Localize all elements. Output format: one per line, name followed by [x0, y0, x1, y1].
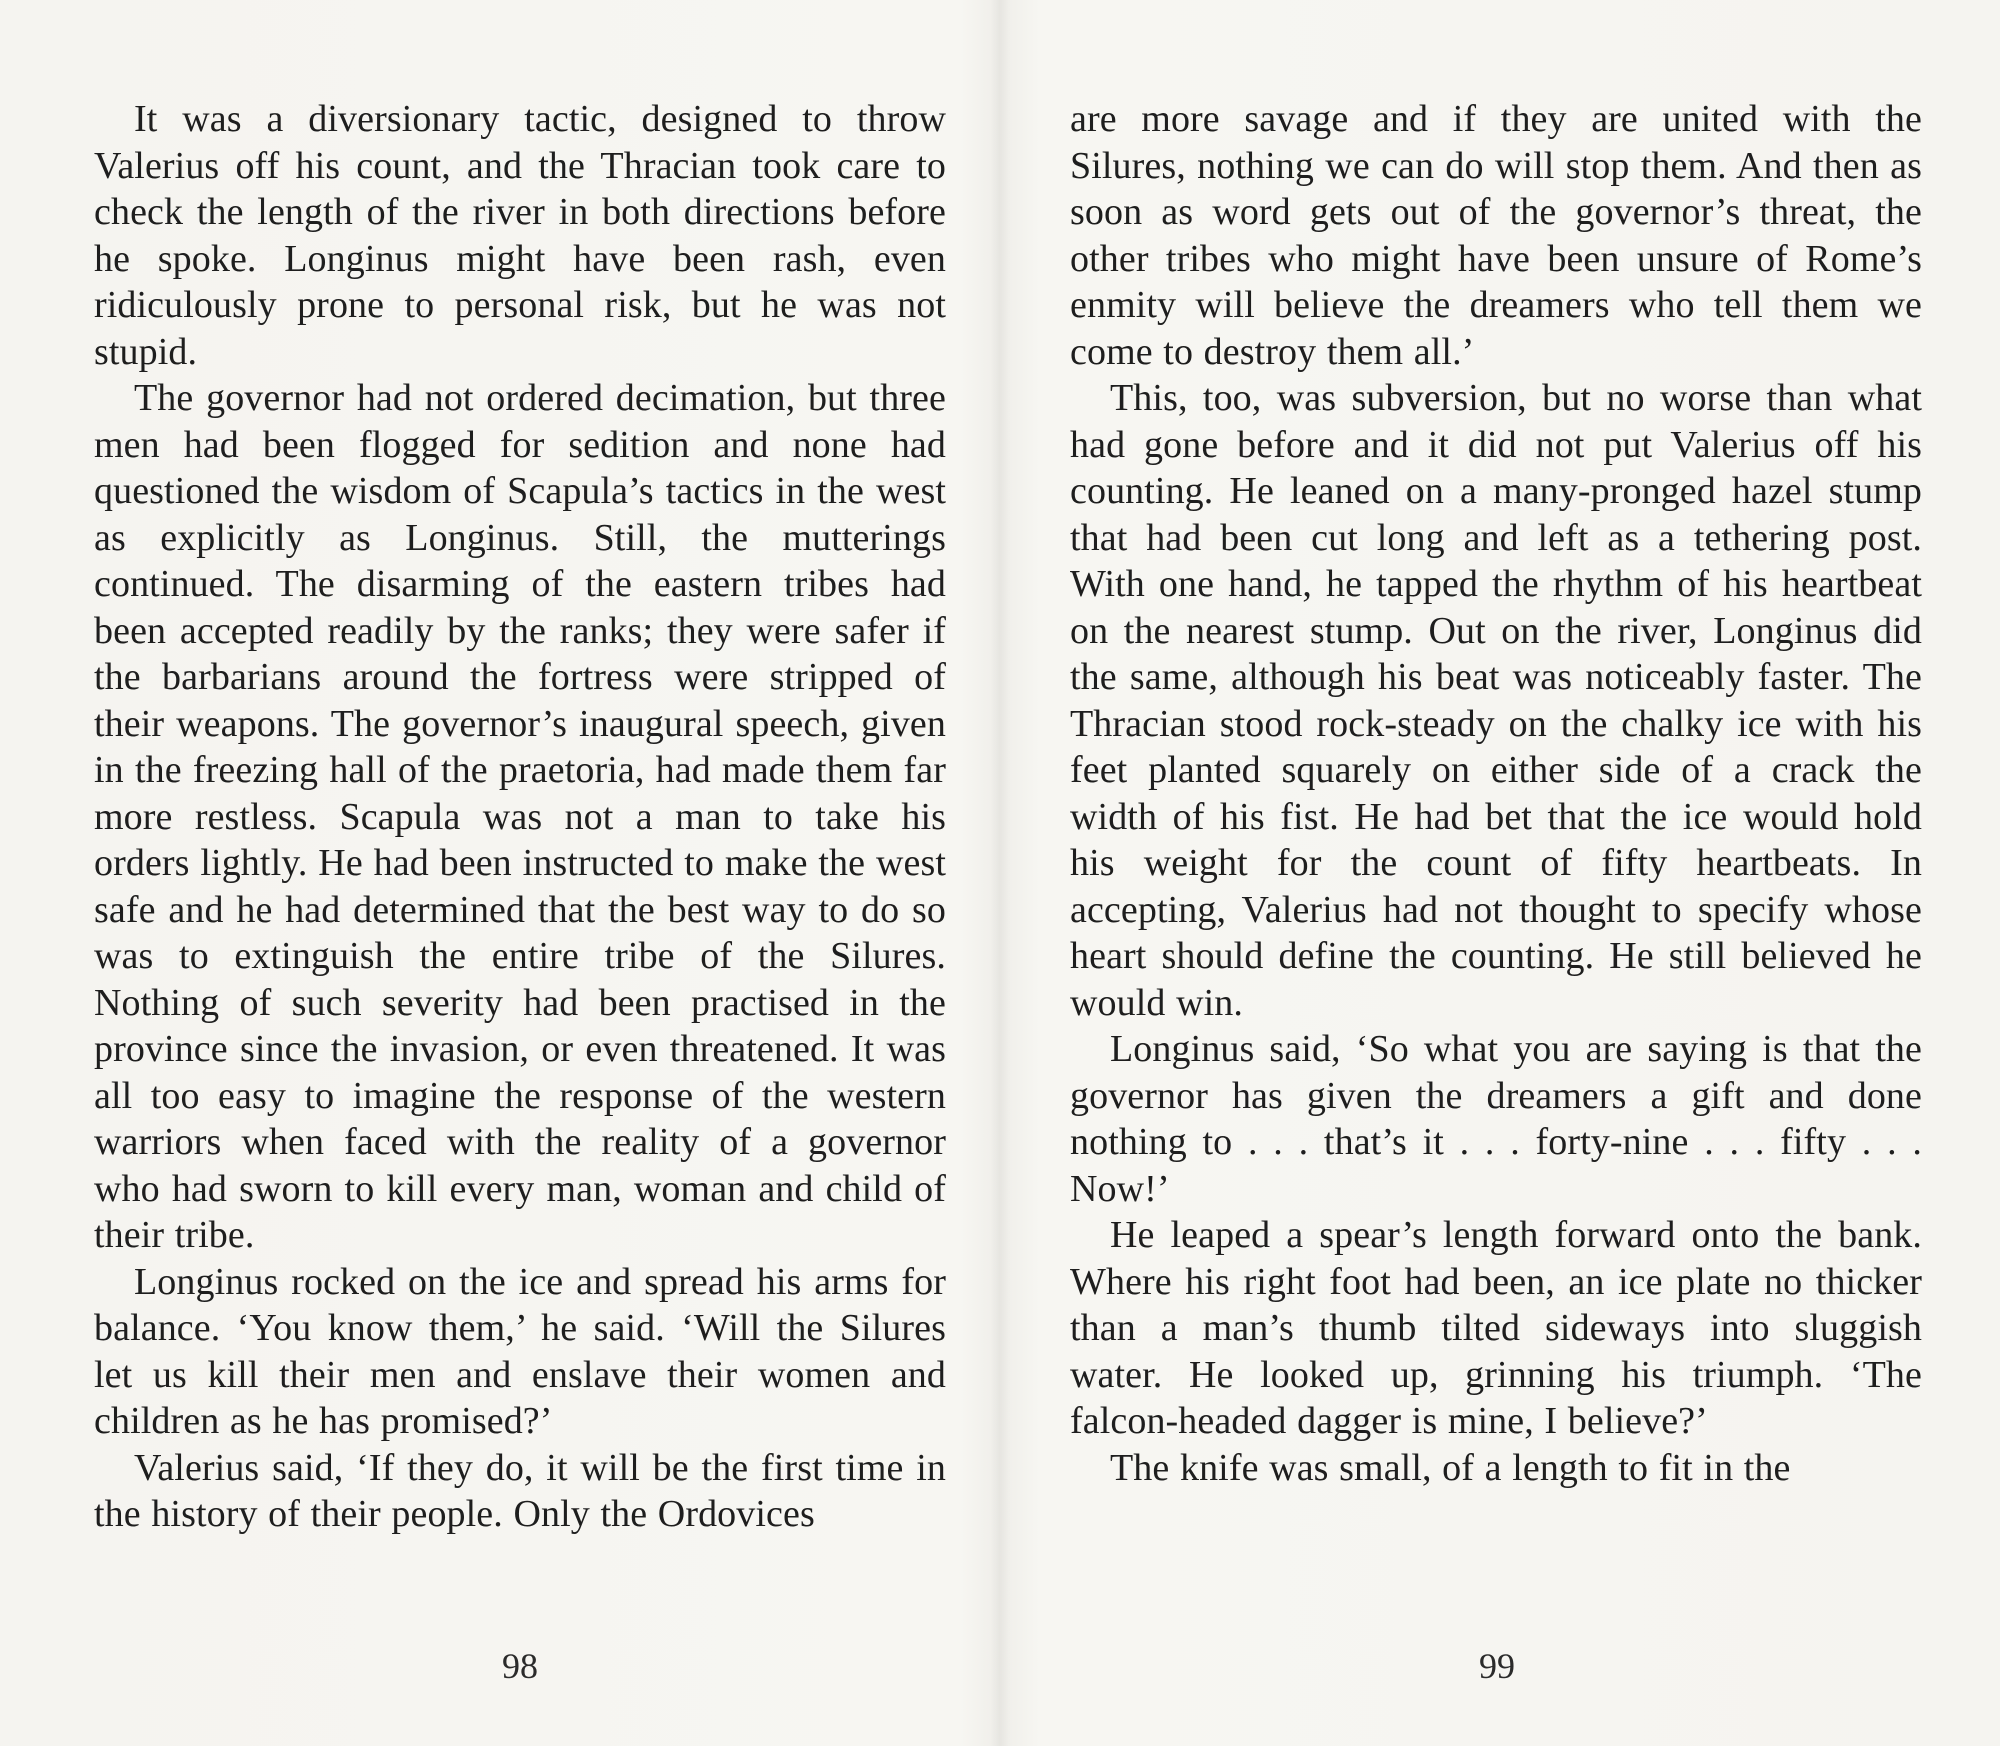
right-paragraph-4: He leaped a spear’s length forward onto the bank. Where his right foot had been, an ice plate no thicker than a man’s thumb tilted sideways into sluggish water. He looked up, grinning his triumph. ‘The falcon-headed dagger is mine, I believe?’ [1070, 1214, 1922, 1442]
right-paragraph-5: The knife was small, of a length to fit in the [1110, 1446, 1791, 1489]
left-paragraph-2: The governor had not ordered decimation, but three men had been flogged for sedition and none had questioned the wisdom of Scapula’s tactics in the west as explicitly as Longinus. Still, the mutterings continued. The disarming of the eastern tribes had been accepted readily by the ranks; they were safer if the barbarians around the fortress were stripped of their weapons. The governor’s inaugural speech, given in the freezing hall of the praetoria, had made them far more restless. Scapula was not a man to take his orders lightly. He had been instructed to make the west safe and he had determined that the best way to do so was to extinguish the entire tribe of the Silures. Nothing of such severity had been practised in the province since the invasion, or even threatened. It was all too easy to imagine the response of the western warriors when faced with the reality of a governor who had sworn to kill every man, woman and child of their tribe. [94, 377, 946, 1256]
right-paragraph-3: Longinus said, ‘So what you are saying is that the governor has given the dreamers a gift and done nothing to . . . that’s it . . . forty-nine . . . fifty . . . Now!’ [1070, 1028, 1922, 1210]
left-page-number: 98 [502, 1646, 538, 1686]
left-paragraph-4: Valerius said, ‘If they do, it will be the first time in the history of their people. Only the Ordovices [94, 1446, 946, 1535]
left-page [94, 96, 946, 1576]
right-page-number: 99 [1479, 1646, 1515, 1686]
right-page [1070, 96, 1922, 1576]
left-paragraph-3: Longinus rocked on the ice and spread his arms for balance. ‘You know them,’ he said. ‘Will the Silures let us kill their men and enslave their women and children as he has promised?’ [94, 1260, 946, 1442]
book-gutter [990, 0, 1010, 1746]
right-paragraph-1: are more savage and if they are united with the Silures, nothing we can do will stop them. And then as soon as word gets out of the governor’s threat, the other tribes who might have been unsure of Rome’s enmity will believe the dreamers who tell them we come to destroy them all.’ [1070, 98, 1922, 373]
right-paragraph-2: This, too, was subversion, but no worse than what had gone before and it did not put Valerius off his counting. He leaned on a many-pronged hazel stump that had been cut long and left as a tethering post. With one hand, he tapped the rhythm of his heartbeat on the nearest stump. Out on the river, Longinus did the same, although his beat was noticeably faster. The Thracian stood rock-steady on the chalky ice with his feet planted squarely on either side of a crack the width of his fist. He had bet that the ice would hold his weight for the count of fifty heartbeats. In accepting, Valerius had not thought to specify whose heart should define the counting. He still believed he would win. [1070, 377, 1922, 1024]
left-paragraph-1: It was a diversionary tactic, designed to throw Valerius off his count, and the Thracian took care to check the length of the river in both directions before he spoke. Longinus might have been rash, even ridiculously prone to personal risk, but he was not stupid. [94, 98, 946, 373]
